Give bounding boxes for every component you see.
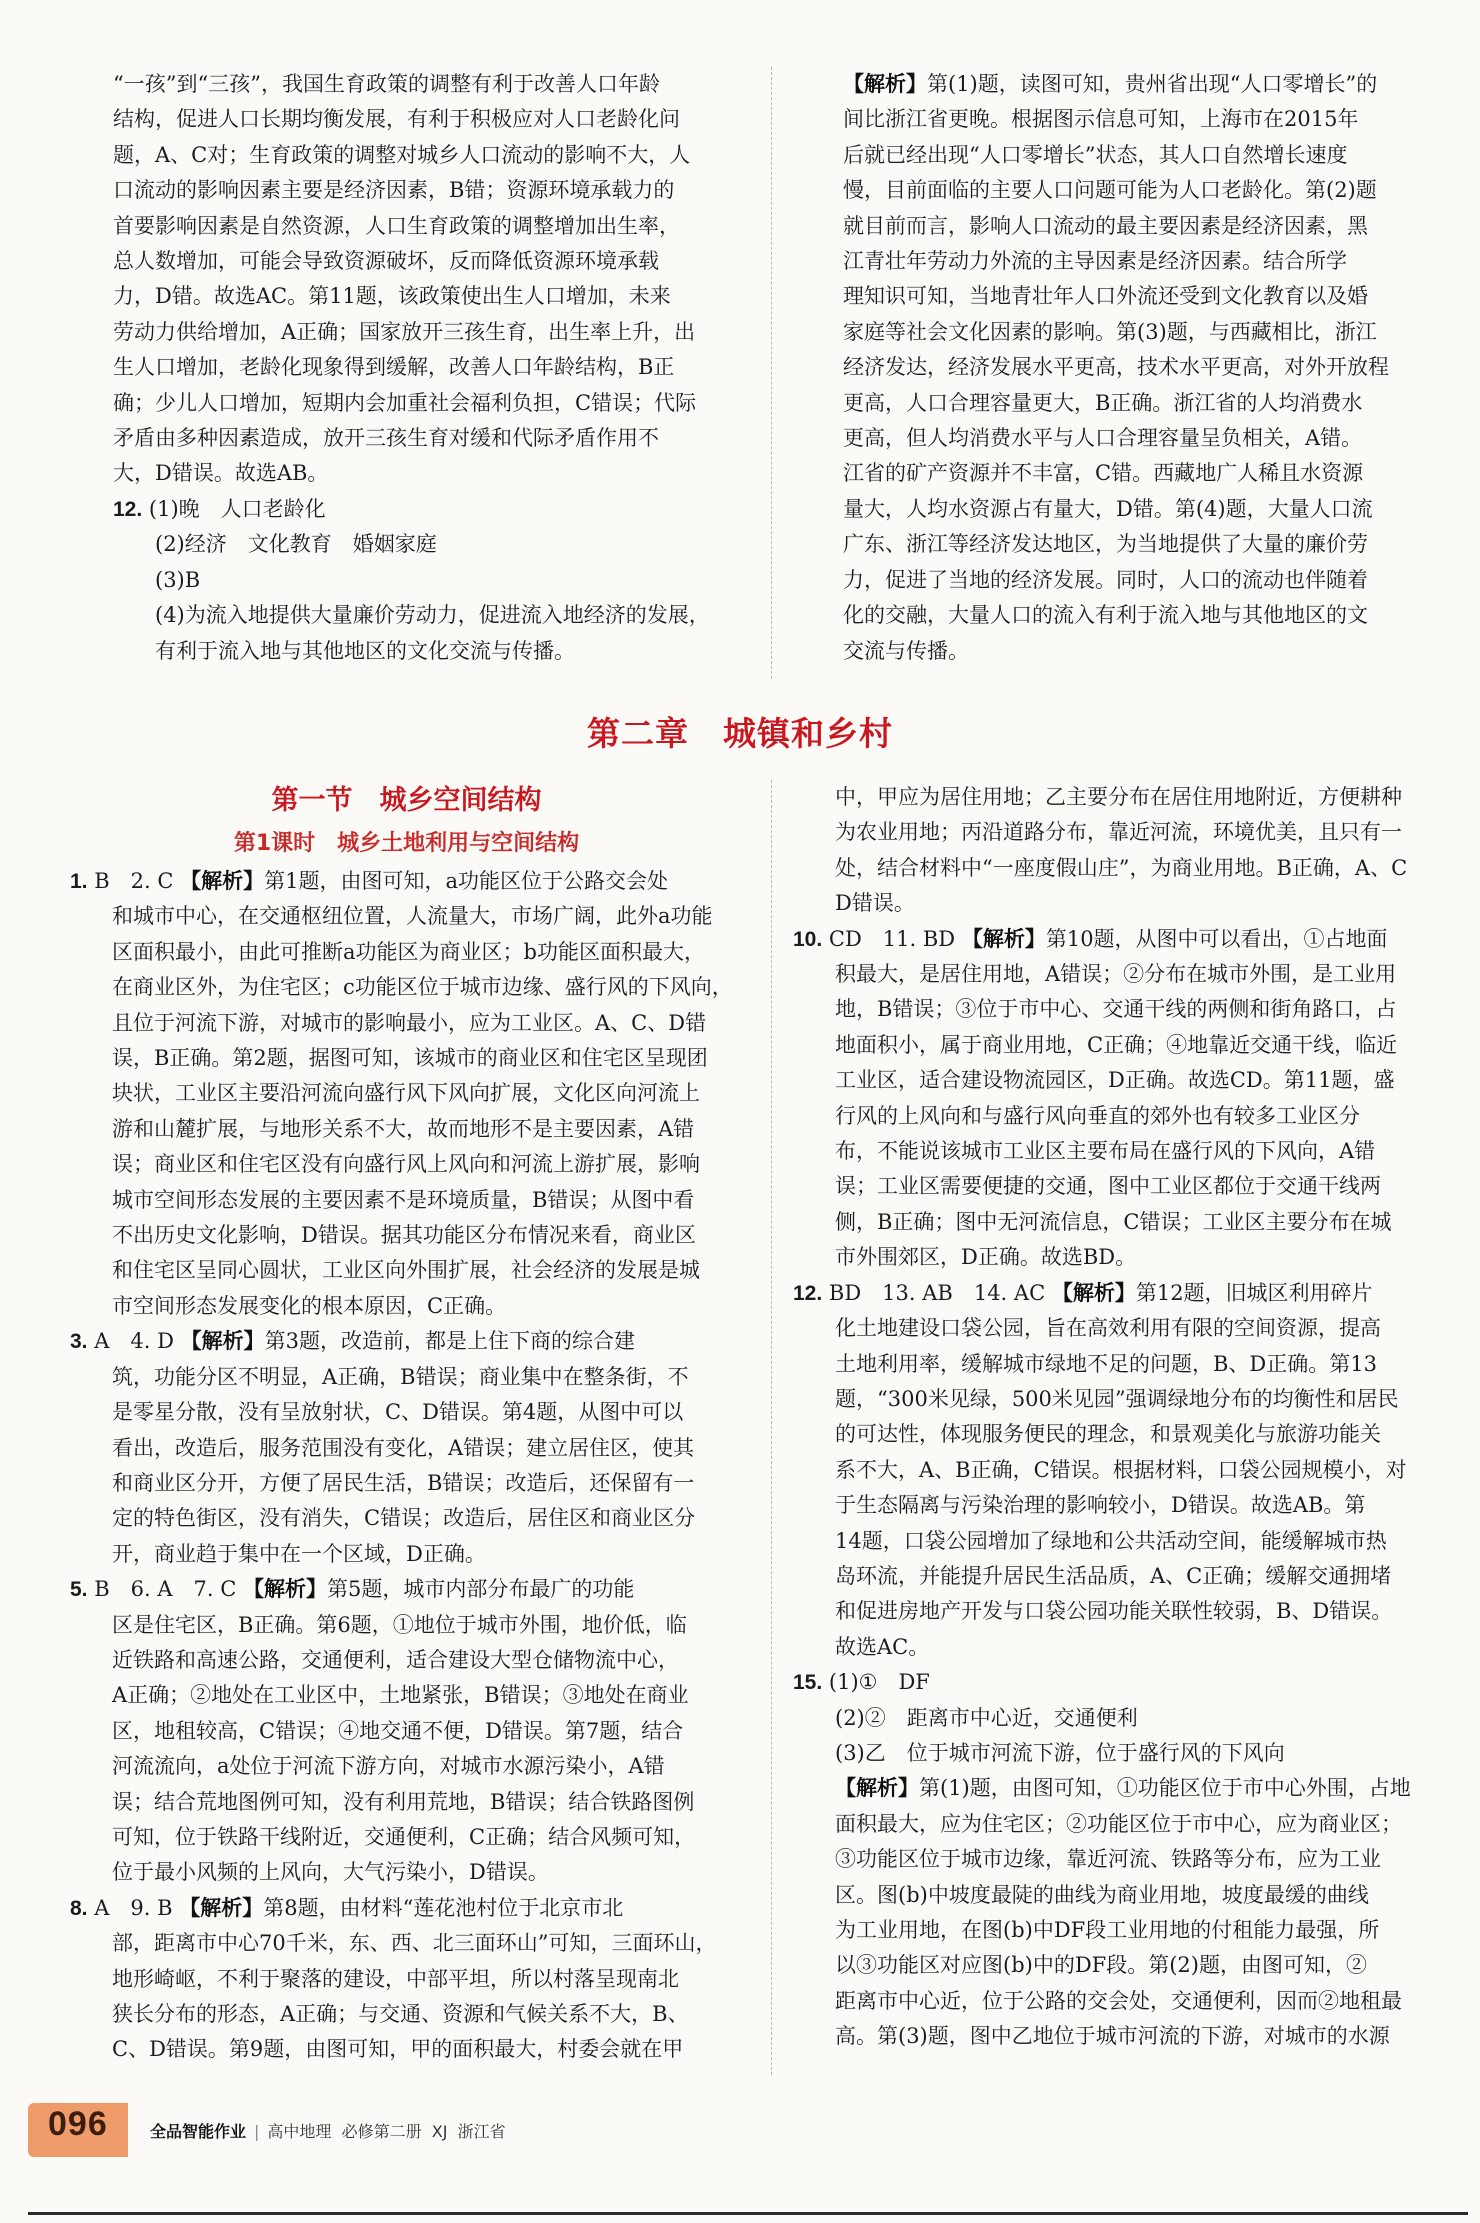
edition: XJ — [431, 2122, 448, 2141]
text-line: 积最大，是居住用地，A错误；②分布在城市外围，是工业用 — [835, 962, 1397, 987]
text-line: 游和山麓扩展，与地形关系不大，故而地形不是主要因素，A错 — [112, 1116, 695, 1141]
question-block-12 — [793, 1276, 1465, 1665]
text-line: 筑，功能分区不明显，A正确，B错误；商业集中在整条街，不 — [112, 1364, 689, 1389]
text-line: 为农业用地；丙沿道路分布，靠近河流，环境优美，且只有一 — [835, 820, 1402, 845]
question-block-5 — [70, 1572, 743, 1891]
text-line: 江省的矿产资源并不丰富，C错。西藏地广人稀且水资源 — [843, 461, 1364, 486]
text-line: 故选AC。 — [835, 1634, 930, 1659]
text-line: 工业区，适合建设物流园区，D正确。故选CD。第11题，盛 — [835, 1068, 1395, 1093]
question-number: 12. — [113, 497, 143, 521]
page-number: 096 — [48, 2105, 108, 2143]
text-line: 面积最大，应为住宅区；②功能区位于市中心，应为商业区； — [835, 1811, 1402, 1836]
footer-separator: | — [254, 2122, 260, 2141]
text-line: 地面积小，属于商业用地，C正确；④地靠近交通干线，临近 — [835, 1032, 1398, 1057]
text-line: 部，距离市中心70千米，东、西、北三面环山”可知，三面环山， — [112, 1931, 717, 1956]
text-line: 结构，促进人口长期均衡发展，有利于积极应对人口老龄化问 — [113, 107, 680, 132]
top-right-text — [843, 102, 1458, 669]
analysis-label: 【解析】 — [1051, 1280, 1136, 1305]
text-line: 看出，改造后，服务范围没有变化，A错误；建立居住区，使其 — [112, 1435, 695, 1460]
text-line: 化土地建设口袋公园，旨在高效利用有限的空间资源，提高 — [835, 1316, 1381, 1341]
text-line: 和促进房地产开发与口袋公园功能关联性较弱，B、D错误。 — [835, 1599, 1393, 1624]
answer-part: (3)B — [155, 567, 201, 592]
lesson-title: 第1课时 城乡土地利用与空间结构 — [233, 831, 580, 856]
text-line: 定的特色街区，没有消失，C错误；改造后，居住区和商业区分 — [112, 1506, 696, 1531]
text-line: 系不大，A、B正确，C错误。根据材料，口袋公园规模小，对 — [835, 1457, 1407, 1482]
text-line: 地形崎岖，不利于聚落的建设，中部平坦，所以村落呈现南北 — [112, 1966, 679, 1991]
text-line: 更高，人口合理容量更大，B正确。浙江省的人均消费水 — [843, 390, 1363, 415]
analysis-label: 【解析】 — [179, 1895, 264, 1920]
analysis-text: 第(1)题，由图可知，①功能区位于市中心外围，占地 — [919, 1776, 1411, 1801]
text-line: 区面积最小，由此可推断a功能区为商业区；b功能区面积最大， — [112, 939, 705, 964]
question-number: 12. — [793, 1281, 823, 1305]
answer-part: (1)晚 人口老龄化 — [148, 496, 326, 521]
text-line: 以③功能区对应图(b)中的DF段。第(2)题，由图可知，② — [835, 1953, 1367, 1978]
text-line: 误；结合荒地图例可知，没有利用荒地，B错误；结合铁路图例 — [112, 1789, 695, 1814]
analysis-text: 第10题，从图中可以看出，①占地面 — [1045, 926, 1388, 951]
answer-part: (4)为流入地提供大量廉价劳动力，促进流入地经济的发展， — [155, 603, 710, 628]
text-line: 就目前而言，影响人口流动的最主要因素是经济因素，黑 — [843, 213, 1368, 238]
text-line: 广东、浙江等经济发达地区，为当地提供了大量的廉价劳 — [843, 532, 1368, 557]
region: 浙江省 — [457, 2122, 506, 2141]
answer-part: 有利于流入地与其他地区的文化交流与传播。 — [155, 638, 575, 663]
text-line: 市外围郊区，D正确。故选BD。 — [835, 1245, 1137, 1270]
text-line: 河流流向，a处位于河流下游方向，对城市水源污染小，A错 — [112, 1754, 665, 1779]
text-line: 生人口增加，老龄化现象得到缓解，改善人口年龄结构，B正 — [113, 355, 675, 380]
analysis-label: 【解析】 — [242, 1577, 327, 1602]
text-line: 开，商业趋于集中在一个区域，D正确。 — [112, 1541, 486, 1566]
analysis-text: 第3题，改造前，都是上住下商的综合建 — [264, 1329, 635, 1354]
text-line: 岛环流，并能提升居民生活品质，A、C正确；缓解交通拥堵 — [835, 1563, 1392, 1588]
question-block-10 — [793, 922, 1465, 1276]
text-line: 和住宅区呈同心圆状，工业区向外围扩展，社会经济的发展是城 — [112, 1258, 700, 1283]
book-volume: 必修第二册 — [341, 2122, 422, 2141]
top-right-column — [843, 67, 1458, 669]
text-line: 误；工业区需要便捷的交通，图中工业区都位于交通干线两 — [835, 1174, 1381, 1199]
text-line: 的可达性，体现服务便民的理念，和景观美化与旅游功能关 — [835, 1422, 1381, 1447]
answer-part: (2)经济 文化教育 婚姻家庭 — [155, 532, 437, 557]
bottom-rule — [28, 2212, 1468, 2215]
text-line: 区，地租较高，C错误；④地交通不便，D错误。第7题，结合 — [112, 1718, 684, 1743]
section-title: 第一节 城乡空间结构 — [271, 785, 542, 816]
text-line: C、D错误。第9题，由图可知，甲的面积最大，村委会就在甲 — [112, 2037, 684, 2062]
text-line: 家庭等社会文化因素的影响。第(3)题，与西藏相比，浙江 — [843, 319, 1377, 344]
analysis-label: 【解析】 — [843, 72, 927, 96]
answer-key: BD 13. AB 14. AC — [828, 1280, 1046, 1305]
question-block-8 — [70, 1891, 743, 2068]
text-line: 处，结合材料中“一座度假山庄”，为商业用地。B正确，A、C — [835, 855, 1408, 880]
text-line: 是零星分散，没有呈放射状，C、D错误。第4题，从图中可以 — [112, 1400, 684, 1425]
text-line: 题，“300米见绿，500米见园”强调绿地分布的均衡性和居民 — [835, 1386, 1399, 1411]
footer-info — [150, 2119, 506, 2142]
text-line: 江青壮年劳动力外流的主导因素是经济因素。结合所学 — [843, 249, 1347, 274]
text-line: 总人数增加，可能会导致资源破坏，反而降低资源环境承载 — [113, 249, 659, 274]
analysis-label: 【解析】 — [961, 926, 1046, 951]
text-line: 可知，位于铁路干线附近，交通便利，C正确；结合风频可知， — [112, 1824, 696, 1849]
column-divider — [771, 67, 772, 679]
text-line: 土地利用率，缓解城市绿地不足的问题，B、D正确。第13 — [835, 1351, 1377, 1376]
analysis-first-line — [843, 67, 1458, 102]
text-line: 和城市中心，在交通枢纽位置，人流量大，市场广阔，此外a功能 — [112, 904, 713, 929]
top-left-column — [113, 67, 743, 669]
text-line: 间比浙江省更晚。根据图示信息可知，上海市在2015年 — [843, 107, 1359, 132]
text-line: “一孩”到“三孩”，我国生育政策的调整有利于改善人口年龄 — [113, 72, 660, 96]
brand-name: 全品智能作业 — [150, 2122, 247, 2141]
question-number: 15. — [793, 1671, 823, 1695]
text-line: 确；少儿人口增加，短期内会加重社会福利负担，C错误；代际 — [113, 390, 697, 415]
subject: 高中地理 — [267, 2122, 332, 2141]
answer-part: (1)① DF — [828, 1670, 930, 1695]
text-line: 位于最小风频的上风向，大气污染小，D错误。 — [112, 1860, 549, 1885]
question-number: 3. — [70, 1330, 88, 1354]
text-line: 城市空间形态发展的主要因素不是环境质量，B错误；从图中看 — [112, 1187, 695, 1212]
question-block-1 — [70, 864, 743, 1324]
text-line: 狭长分布的形态，A正确；与交通、资源和气候关系不大，B、 — [112, 2002, 689, 2026]
text-line: 近铁路和高速公路，交通便利，适合建设大型仓储物流中心， — [112, 1647, 679, 1672]
text-line: 更高，但人均消费水平与人口合理容量呈负相关，A错。 — [843, 426, 1363, 451]
answer-key: A 9. B — [94, 1895, 173, 1920]
text-line: 地，B错误；③位于市中心、交通干线的两侧和街角路口，占 — [835, 997, 1397, 1022]
text-line: A正确；②地处在工业区中，土地紧张，B错误；③地处在商业 — [112, 1683, 689, 1708]
text-line: 理知识可知，当地青壮年人口外流还受到文化教育以及婚 — [843, 284, 1368, 309]
text-line: 行风的上风向和与盛行风向垂直的郊外也有较多工业区分 — [835, 1103, 1360, 1128]
analysis-label: 【解析】 — [835, 1776, 919, 1801]
answer-part: (3)乙 位于城市河流下游，位于盛行风的下风向 — [835, 1740, 1285, 1765]
text-line: 慢，目前面临的主要人口问题可能为人口老龄化。第(2)题 — [843, 178, 1377, 203]
text-line: 后就已经出现“人口零增长”状态，其人口自然增长速度 — [843, 142, 1348, 167]
text-line: 劳动力供给增加，A正确；国家放开三孩生育，出生率上升，出 — [113, 319, 696, 344]
analysis-text: 第12题，旧城区利用碎片 — [1135, 1280, 1373, 1305]
text-line: 区。图(b)中坡度最陡的曲线为商业用地，坡度最缓的曲线 — [835, 1882, 1369, 1907]
text-line: 高。第(3)题，图中乙地位于城市河流的下游，对城市的水源 — [835, 2024, 1390, 2049]
column-divider — [771, 780, 772, 2075]
text-line: 市空间形态发展变化的根本原因，C正确。 — [112, 1293, 507, 1318]
text-line: 不出历史文化影响，D错误。据其功能区分布情况来看，商业区 — [112, 1223, 696, 1248]
text-line: 在商业区外，为住宅区；c功能区位于城市边缘、盛行风的下风向， — [112, 975, 733, 1000]
question-number: 10. — [793, 927, 823, 951]
answer-key: A 4. D — [94, 1329, 174, 1354]
text-line: 交流与传播。 — [843, 638, 969, 663]
text-line: 大，D错误。故选AB。 — [113, 461, 329, 486]
text-line: 题，A、C对；生育政策的调整对城乡人口流动的影响不大，人 — [113, 142, 691, 167]
analysis-first-line — [793, 1771, 1465, 1806]
text-line: D错误。 — [835, 891, 915, 916]
page-footer — [0, 2095, 1480, 2165]
text-line: 布，不能说该城市工业区主要布局在盛行风的下风向，A错 — [835, 1139, 1376, 1164]
text-line: 块状，工业区主要沿河流向盛行风下风向扩展，文化区向河流上 — [112, 1081, 700, 1106]
answer-key: B 6. A 7. C — [94, 1577, 237, 1602]
text-line: 经济发达，经济发展水平更高，技术水平更高，对外开放程 — [843, 355, 1389, 380]
question-block-15 — [793, 1665, 1465, 2054]
text-line: 距离市中心近，位于公路的交会处，交通便利，因而②地租最 — [835, 1988, 1402, 2013]
text-line: 首要影响因素是自然资源，人口生育政策的调整增加出生率， — [113, 213, 680, 238]
right-column — [793, 780, 1465, 2055]
answer-key: CD 11. BD — [828, 926, 956, 951]
text-line: 中，甲应为居住用地；乙主要分布在居住用地附近，方便耕种 — [835, 785, 1402, 809]
left-column — [70, 778, 743, 2068]
question-number: 8. — [70, 1896, 88, 1920]
text-line: 和商业区分开，方便了居民生活，B错误；改造后，还保留有一 — [112, 1470, 695, 1495]
analysis-text: 第1题，由图可知，a功能区位于公路交会处 — [264, 869, 668, 893]
analysis-label: 【解析】 — [180, 1329, 265, 1354]
text-line: 化的交融，大量人口的流入有利于流入地与其他地区的文 — [843, 603, 1368, 628]
text-line: 口流动的影响因素主要是经济因素，B错；资源环境承载力的 — [113, 178, 675, 203]
answer-key: B 2. C — [94, 869, 174, 893]
analysis-label: 【解析】 — [180, 869, 265, 893]
text-line: ③功能区位于城市边缘，靠近河流、铁路等分布，应为工业 — [835, 1847, 1381, 1872]
chapter-title: 第二章 城镇和乡村 — [587, 714, 893, 753]
top-left-text — [113, 67, 743, 492]
question-number: 1. — [70, 870, 88, 893]
analysis-text: 第5题，城市内部分布最广的功能 — [326, 1577, 635, 1602]
text-line: 力，D错。故选AC。第11题，该政策使出生人口增加，未来 — [113, 284, 671, 309]
text-line: 误，B正确。第2题，据图可知，该城市的商业区和住宅区呈现团 — [112, 1046, 708, 1071]
analysis-text: 第(1)题，读图可知，贵州省出现“人口零增长”的 — [927, 72, 1378, 96]
text-line: 且位于河流下游，对城市的影响最小，应为工业区。A、C、D错 — [112, 1010, 707, 1035]
answer-12 — [113, 492, 743, 527]
text-line: 力，促进了当地的经济发展。同时，人口的流动也伴随着 — [843, 567, 1368, 592]
text-line: 矛盾由多种因素造成，放开三孩生育对缓和代际矛盾作用不 — [113, 426, 659, 451]
text-line: 误；商业区和住宅区没有向盛行风上风向和河流上游扩展，影响 — [112, 1152, 700, 1177]
analysis-text: 第8题，由材料“莲花池村位于北京市北 — [263, 1895, 624, 1920]
answer-part: (2)② 距离市中心近，交通便利 — [835, 1705, 1138, 1730]
text-line: 为工业用地，在图(b)中DF段工业用地的付租能力最强，所 — [835, 1918, 1380, 1942]
text-line: 14题，口袋公园增加了绿地和公共活动空间，能缓解城市热 — [835, 1528, 1387, 1553]
question-number: 5. — [70, 1578, 88, 1602]
text-line: 区是住宅区，B正确。第6题，①地位于城市外围，地价低，临 — [112, 1612, 687, 1637]
text-line: 量大，人均水资源占有量大，D错。第(4)题，大量人口流 — [843, 496, 1373, 521]
question-block-3 — [70, 1324, 743, 1572]
text-line: 于生态隔离与污染治理的影响较小，D错误。故选AB。第 — [835, 1493, 1366, 1518]
text-line: 侧，B正确；图中无河流信息，C错误；工业区主要分布在城 — [835, 1209, 1392, 1234]
